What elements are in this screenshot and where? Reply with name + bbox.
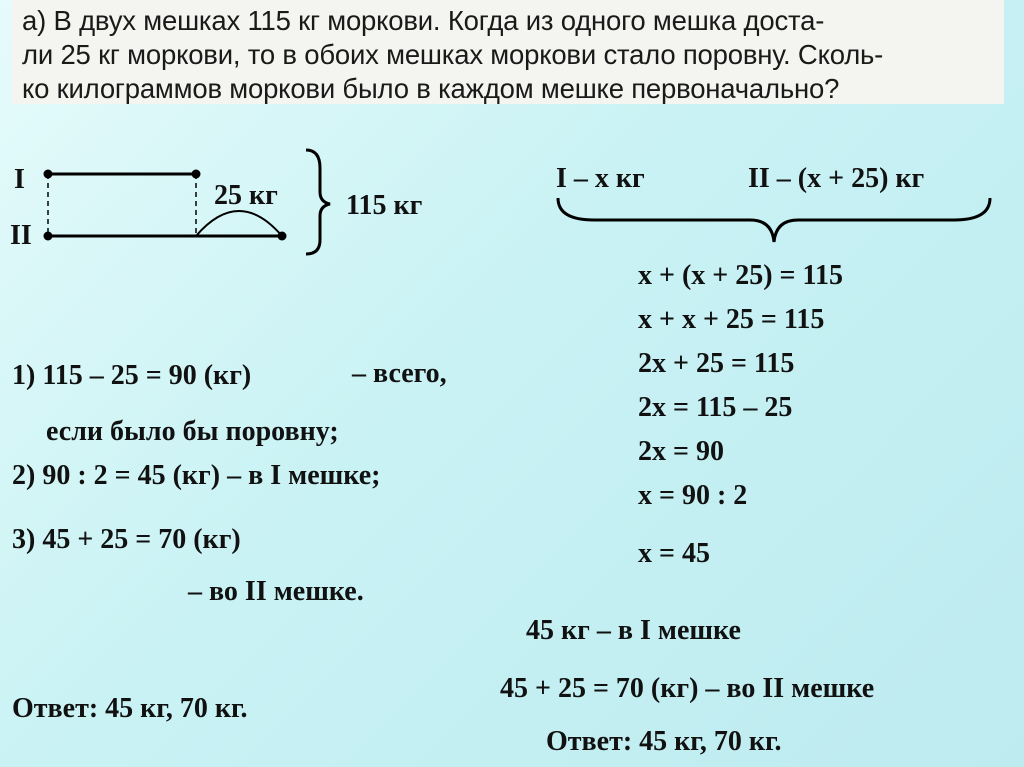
arith-step-3-cont: – во II мешке. [188, 576, 364, 607]
segment-diagram [0, 130, 340, 260]
equation-line: x + x + 25 = 115 [638, 304, 825, 335]
arith-step-1-cont: если было бы поровну; [46, 416, 339, 447]
arith-step-1: 1) 115 – 25 = 90 (кг) [12, 360, 252, 391]
result-first-bag: 45 кг – в I мешке [526, 615, 741, 646]
arith-answer: Ответ: 45 кг, 70 кг. [12, 693, 248, 724]
total-label: 115 кг [346, 190, 423, 221]
arith-step-3: 3) 45 + 25 = 70 (кг) [12, 524, 241, 555]
arith-step-1-note: – всего, [352, 358, 447, 389]
problem-line: а) В двух мешках 115 кг моркови. Когда из одного мешка доста- [22, 5, 825, 36]
arith-step-2: 2) 90 : 2 = 45 (кг) – в I мешке; [12, 460, 381, 491]
result-second-bag: 45 + 25 = 70 (кг) – во II мешке [500, 673, 875, 704]
problem-line: ко килограммов моркови было в каждом мешке первоначально? [22, 73, 840, 104]
equation-line: x = 45 [638, 538, 710, 569]
equation-line: 2x = 115 – 25 [638, 392, 793, 423]
total-brace [306, 150, 330, 254]
equation-line: x = 90 : 2 [638, 480, 748, 511]
equation-line: 2x = 90 [638, 436, 724, 467]
variable-first: I – x кг [556, 163, 645, 194]
variable-second: II – (x + 25) кг [748, 163, 925, 194]
algebra-answer: Ответ: 45 кг, 70 кг. [546, 726, 782, 757]
variables-brace [554, 194, 994, 250]
label-second-bag: II [10, 220, 32, 251]
problem-statement [12, 0, 1004, 104]
difference-label: 25 кг [214, 180, 278, 211]
problem-line: ли 25 кг моркови, то в обоих мешках моркови стало поровну. Сколь- [22, 39, 884, 70]
equation-line: x + (x + 25) = 115 [638, 260, 843, 291]
equation-line: 2x + 25 = 115 [638, 348, 795, 379]
difference-arc [196, 211, 282, 236]
label-first-bag: I [14, 164, 25, 195]
